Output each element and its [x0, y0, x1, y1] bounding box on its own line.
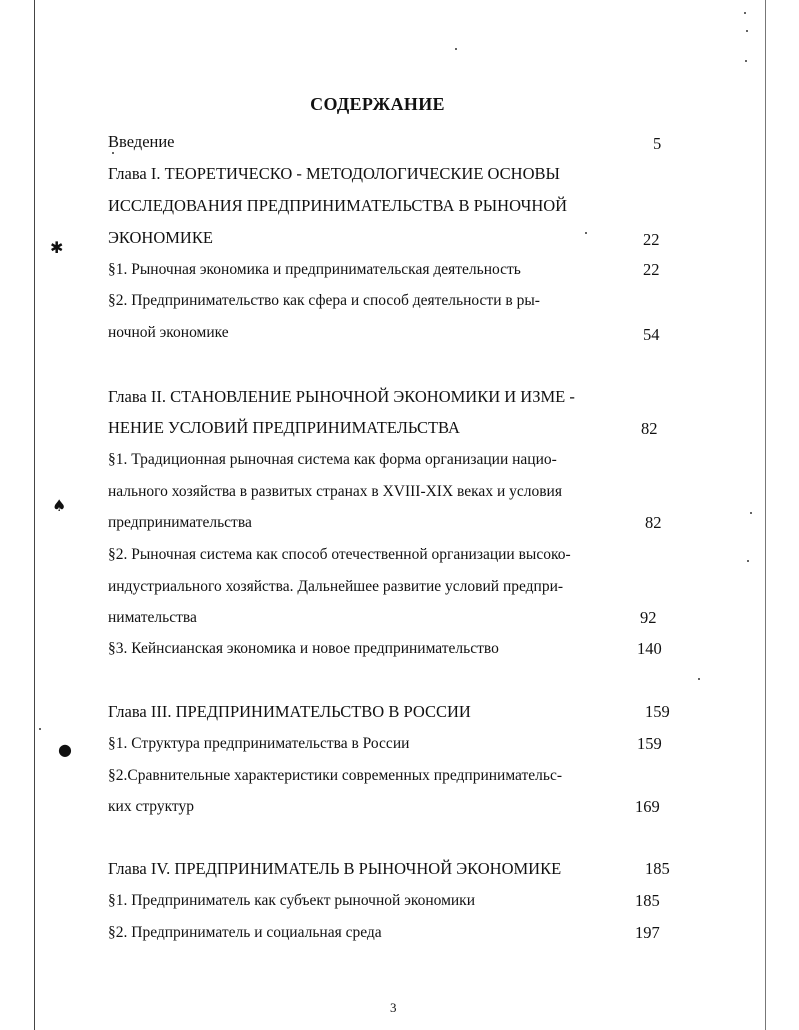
ink-blot-1: ✱ [50, 238, 64, 257]
speck [744, 12, 746, 14]
toc-entry-page: 5 [653, 134, 662, 153]
toc-entry-line: §1. Традиционная рыночная система как форма организации нацио- [108, 451, 557, 468]
ink-blot-3: ● [58, 740, 72, 759]
toc-entry-page: 22 [643, 260, 660, 279]
speck [455, 48, 457, 50]
speck [585, 232, 587, 234]
toc-entry-page: 159 [637, 734, 662, 753]
scan-edge-right [765, 0, 766, 1030]
toc-entry-page: 82 [645, 513, 662, 532]
toc-entry-page: 54 [643, 325, 660, 344]
speck [745, 60, 747, 62]
toc-entry-page: 185 [635, 891, 660, 910]
toc-entry-line: ЭКОНОМИКЕ [108, 228, 213, 247]
toc-entry-line: §1. Структура предпринимательства в России [108, 735, 410, 752]
speck [112, 152, 114, 154]
toc-entry-page: 159 [645, 702, 670, 721]
toc-entry-line: предпринимательства [108, 514, 252, 531]
toc-entry-line: §1. Рыночная экономика и предпринимательская деятельность [108, 261, 521, 278]
toc-entry-line: ИССЛЕДОВАНИЯ ПРЕДПРИНИМАТЕЛЬСТВА В РЫНОЧНОЙ [108, 196, 568, 215]
page-number: 3 [390, 1000, 397, 1015]
toc-entry-line: §1. Предприниматель как субъект рыночной экономики [108, 892, 476, 909]
toc-entry-line: §3. Кейнсианская экономика и новое предпринимательство [108, 640, 499, 657]
speck [750, 512, 752, 514]
speck [746, 30, 748, 32]
toc-entry-line: Глава III. ПРЕДПРИНИМАТЕЛЬСТВО В РОССИИ [108, 702, 471, 721]
toc-entry-line: Глава IV. ПРЕДПРИНИМАТЕЛЬ В РЫНОЧНОЙ ЭКОНОМИКЕ [108, 859, 562, 878]
toc-entry-line: §2. Предприниматель и социальная среда [108, 924, 382, 941]
toc-entry-line: Глава I. ТЕОРЕТИЧЕСКО - МЕТОДОЛОГИЧЕСКИЕ ОСНОВЫ [108, 164, 560, 183]
toc-entry-page: 92 [640, 608, 657, 627]
speck [39, 728, 41, 730]
scan-edge-left [34, 0, 35, 1030]
toc-entry-line: индустриального хозяйства. Дальнейшее развитие условий предпри- [108, 578, 564, 595]
toc-entry-page: 82 [641, 419, 658, 438]
toc-entry-line: нимательства [108, 609, 197, 626]
speck [698, 678, 700, 680]
toc-entry-line: Глава II. СТАНОВЛЕНИЕ РЫНОЧНОЙ ЭКОНОМИКИ И ИЗМЕ - [108, 387, 575, 406]
toc-entry-line: §2. Предпринимательство как сфера и способ деятельности в ры- [108, 292, 540, 309]
toc-entry-line: §2.Сравнительные характеристики современных предпринимательс- [108, 767, 563, 784]
ink-blot-2: ♠ [52, 496, 67, 515]
toc-entry-line: Введение [108, 132, 175, 151]
toc-entry-line: нального хозяйства в развитых странах в XVIII-XIX веках и условия [108, 483, 562, 500]
toc-entry-page: 22 [643, 230, 660, 249]
toc-entry-page: 197 [635, 923, 660, 942]
speck [747, 560, 749, 562]
toc-entry-line: ких структур [108, 798, 194, 815]
toc-entry-line: НЕНИЕ УСЛОВИЙ ПРЕДПРИНИМАТЕЛЬСТВА [108, 418, 460, 437]
toc-entry-line: §2. Рыночная система как способ отечественной организации высоко- [108, 546, 571, 563]
page-title: СОДЕРЖАНИЕ [310, 94, 445, 114]
toc-entry-page: 140 [637, 639, 662, 658]
toc-entry-page: 169 [635, 797, 660, 816]
toc-entry-page: 185 [645, 859, 670, 878]
toc-entry-line: ночной экономике [108, 324, 229, 341]
